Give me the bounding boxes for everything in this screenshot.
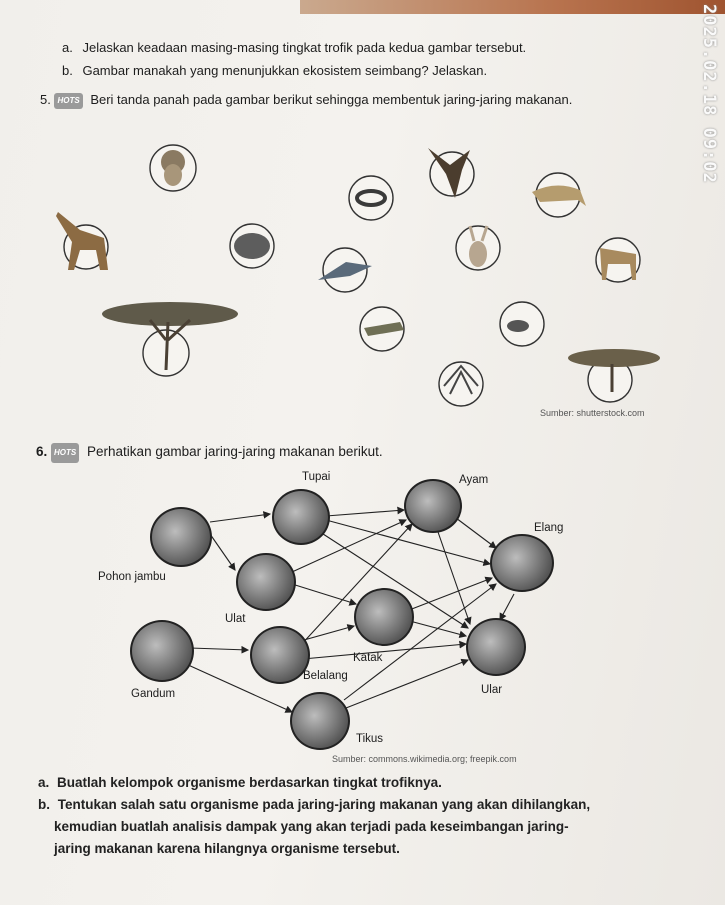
- tupai-photo: [272, 489, 330, 545]
- gandum-photo: [130, 620, 194, 682]
- q6-instruction: [36, 442, 383, 463]
- belalang-photo: [250, 626, 310, 684]
- q5-item-a-letter: a.: [62, 40, 73, 55]
- label-katak: Katak: [353, 652, 383, 664]
- q6-item-b-text-1: Tentukan salah satu organisme pada jaring-jaring makanan yang akan dihilangkan,: [57, 797, 591, 812]
- antelope-circle: [596, 238, 640, 282]
- bird-circle: [318, 248, 372, 292]
- label-ulat: Ulat: [225, 613, 246, 625]
- label-elang: Elang: [534, 522, 564, 534]
- q6-item-a: [38, 774, 708, 792]
- katak-photo: [354, 588, 414, 646]
- q6-item-b-letter: b.: [38, 797, 50, 812]
- label-ayam: Ayam: [459, 474, 489, 486]
- label-gandum: Gandum: [131, 688, 176, 700]
- q5-source: Sumber: shutterstock.com: [540, 408, 645, 418]
- q5-item-b-letter: b.: [62, 63, 73, 78]
- q5-number: 5.: [40, 92, 51, 107]
- q5-instruction: [40, 92, 572, 109]
- label-belalang: Belalang: [303, 670, 348, 682]
- giraffe-circle: [56, 212, 108, 270]
- acacia-tree-right: [568, 349, 660, 402]
- q5-hots-badge: HOTS: [54, 93, 82, 109]
- elang-photo: [490, 534, 554, 592]
- tikus-photo: [290, 692, 350, 750]
- q6-source: Sumber: commons.wikimedia.org; freepik.com: [332, 754, 517, 764]
- ayam-photo: [404, 479, 462, 533]
- q5-item-a-text: Jelaskan keadaan masing-masing tingkat trofik pada kedua gambar tersebut.: [82, 40, 527, 55]
- food-web-arrows: [186, 510, 514, 712]
- mouse-circle: [500, 302, 544, 346]
- q6-item-a-letter: a.: [38, 775, 50, 790]
- q5-item-a: [62, 40, 526, 56]
- q5-item-b-text: Gambar manakah yang menunjukkan ekosistem seimbang? Jelaskan.: [82, 63, 488, 78]
- q6-hots-badge: HOTS: [51, 443, 79, 463]
- label-ular: Ular: [481, 684, 503, 696]
- ular-photo: [466, 618, 526, 676]
- q6-number: 6.: [36, 444, 48, 459]
- rhino-circle: [230, 224, 274, 268]
- grasshopper-circle: [360, 307, 404, 351]
- q6-item-b-line2: kemudian buatlah analisis dampak yang akan terjadi pada keseimbangan jaring-: [54, 819, 569, 834]
- q5-organism-figure: [0, 130, 725, 415]
- rabbit-circle: [456, 226, 500, 270]
- cheetah-circle: [532, 173, 586, 217]
- q6-instruction-text: Perhatikan gambar jaring-jaring makanan berikut.: [87, 444, 383, 459]
- lion-circle: [150, 145, 196, 191]
- q5-item-b: [62, 63, 487, 79]
- q6-item-b-line3: jaring makanan karena hilangnya organisme tersebut.: [54, 841, 400, 856]
- snake-circle: [349, 176, 393, 220]
- q5-instruction-text: Beri tanda panah pada gambar berikut sehingga membentuk jaring-jaring makanan.: [90, 92, 573, 107]
- ulat-photo: [236, 553, 296, 611]
- label-tupai: Tupai: [302, 471, 331, 483]
- pohon-jambu-photo: [150, 507, 212, 567]
- timestamp-overlay: 2025.02.18 09:02: [699, 4, 719, 184]
- grass-circle: [439, 362, 483, 406]
- label-pohon-jambu: Pohon jambu: [98, 571, 166, 583]
- q6-item-a-text: Buatlah kelompok organisme berdasarkan tingkat trofiknya.: [57, 775, 442, 790]
- page-edge: [300, 0, 725, 14]
- label-tikus: Tikus: [356, 733, 384, 745]
- eagle-circle: [428, 148, 474, 198]
- acacia-tree-left: [102, 302, 238, 376]
- q6-item-b: [38, 796, 708, 814]
